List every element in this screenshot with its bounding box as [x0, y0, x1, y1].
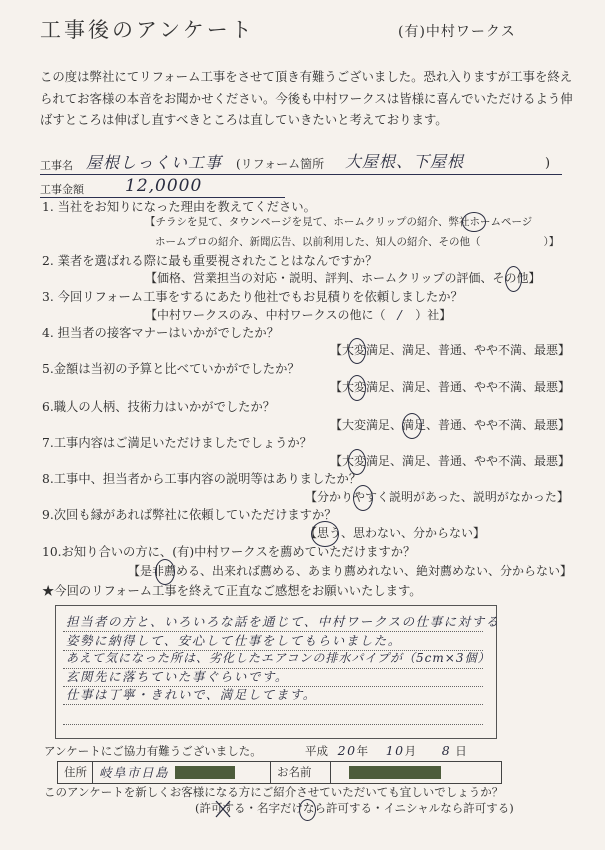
selection-circle [348, 338, 366, 364]
question-8: 8.工事中、担当者から工事内容の説明等はありましたか？ [42, 472, 362, 486]
question-10-options[interactable]: 【是非薦める、出来れば薦める、あまり薦めれない、絶対薦めない、分からない】 [128, 564, 573, 578]
question-2: 2. 業者を選ばれる際に最も重要視されたことはなんですか？ [42, 254, 378, 268]
year: 20 [337, 743, 357, 758]
customer-info-table [57, 761, 502, 784]
question-9: 9.次回も縁があれば弊社に依頼していただけますか？ [42, 508, 337, 522]
selection-circle [155, 559, 175, 585]
question-3: 3. 今回リフォーム工事をするにあたり他社でもお見積りを依頼しましたか？ [42, 290, 463, 304]
permission-options[interactable]: (許可する・名字だけなら許可する・イニシャルなら許可する) [195, 801, 514, 815]
thanks-text: アンケートにご協力有難うございました。 [44, 744, 262, 758]
year-unit: 年 [356, 744, 369, 758]
intro-line: られてお客様の本音をお聞かせください。今後も中村ワークスは皆様に喜んでいただけるよう伸 [40, 91, 573, 106]
options-text: 【中村ワークスのみ、中村ワークスの他に（ [145, 308, 386, 322]
options-end: ）社】 [415, 308, 452, 322]
address-field[interactable] [93, 762, 271, 783]
question-6-options[interactable]: 【大変満足、満足、普通、やや不満、最悪】 [330, 418, 571, 432]
question-5: 5.金額は当初の予算と比べていかがでしたか？ [42, 362, 300, 376]
question-7: 7.工事内容はご満足いただけましたでしょうか？ [42, 436, 312, 450]
permission-question: このアンケートを新しくお客様になる方にご紹介させていただいても宜しいでしょうか？ [44, 785, 504, 799]
company-name: (有)中村ワークス [398, 24, 516, 40]
redaction [349, 766, 441, 779]
project-name-label: 工事名 [40, 159, 73, 172]
cross-out-mark [214, 799, 232, 819]
question-5-options[interactable]: 【大変満足、満足、普通、やや不満、最悪】 [330, 380, 571, 394]
day-unit: 日 [455, 744, 467, 758]
address-label: 住所 [58, 762, 93, 783]
selection-circle [402, 413, 422, 439]
question-10: 10.お知り合いの方に、(有)中村ワークスを薦めていただけますか？ [42, 545, 416, 559]
project-name-field[interactable]: 屋根しっくい工事 [86, 153, 223, 172]
date[interactable] [305, 743, 467, 759]
day: 8 [441, 743, 452, 758]
selection-circle [299, 799, 316, 821]
selection-circle [348, 375, 366, 401]
era: 平成 [305, 744, 328, 758]
question-1: 1. 当社をお知りになった理由を教えてください。 [42, 200, 316, 214]
selection-circle [505, 266, 522, 292]
selection-circle [353, 485, 373, 511]
other-company-count[interactable]: / [397, 307, 404, 322]
location-close: ) [545, 156, 551, 171]
month-unit: 月 [404, 744, 417, 758]
comment-line: 玄関先に落ちていた事ぐらいです。 [66, 669, 289, 684]
comment-line: 仕事は丁寧・きれいで、満足してます。 [66, 687, 317, 702]
location-label: (リフォーム箇所 [236, 157, 325, 171]
question-4-options[interactable]: 【大変満足、満足、普通、やや不満、最悪】 [330, 343, 571, 357]
selection-circle [462, 212, 486, 232]
page-title: 工事後のアンケート [40, 18, 255, 42]
month: 10 [385, 743, 405, 758]
location-field[interactable]: 大屋根、下屋根 [345, 152, 465, 171]
name-field[interactable] [331, 762, 501, 783]
question-2-options[interactable]: 【価格、営業担当の対応・説明、評判、ホームクリップの評価、その他】 [145, 271, 541, 285]
comment-prompt: ★今回のリフォーム工事を終えて正直なご感想をお願いいたします。 [42, 584, 422, 598]
intro-line: ばすところは伸ばし直すべきところは直していきたいと考えております。 [40, 112, 448, 127]
question-6: 6.職人の人柄、技術力はいかがでしたか？ [42, 400, 276, 414]
question-9-options[interactable]: 【思う、思わない、分からない】 [305, 526, 486, 540]
question-8-options[interactable]: 【分かりやすく説明があった、説明がなかった】 [305, 490, 569, 504]
name-label: お名前 [271, 762, 331, 783]
question-4: 4. 担当者の接客マナーはいかがでしたか？ [42, 326, 279, 340]
question-3-options[interactable] [145, 307, 451, 322]
question-1-options-2[interactable]: ホームプロの紹介、新聞広告、以前利用した、知人の紹介、その他（ ）】 [155, 236, 560, 248]
comment-line: 担当者の方と、いろいろな話を通じて、中村ワークスの仕事に対する [66, 614, 500, 629]
amount-field[interactable]: 12,0000 [125, 176, 203, 196]
question-1-options[interactable]: 【チラシを見て、タウンページを見て、ホームクリップの紹介、弊社ホームページ [145, 216, 533, 228]
comment-line: 姿勢に納得して、安心して仕事をしてもらいました。 [66, 633, 402, 648]
comment-line: あえて気になった所は、劣化したエアコンの排水パイプが（5cm×3個） [66, 651, 491, 665]
amount-label: 工事金額 [40, 183, 84, 196]
question-7-options[interactable]: 【大変満足、満足、普通、やや不満、最悪】 [330, 454, 571, 468]
redaction [175, 766, 235, 779]
selection-circle [311, 521, 339, 547]
address-value: 岐阜市日島 [99, 765, 170, 780]
intro-line: この度は弊社にてリフォーム工事をさせて頂き有難うございました。恐れ入りますが工事を終え [40, 69, 573, 84]
